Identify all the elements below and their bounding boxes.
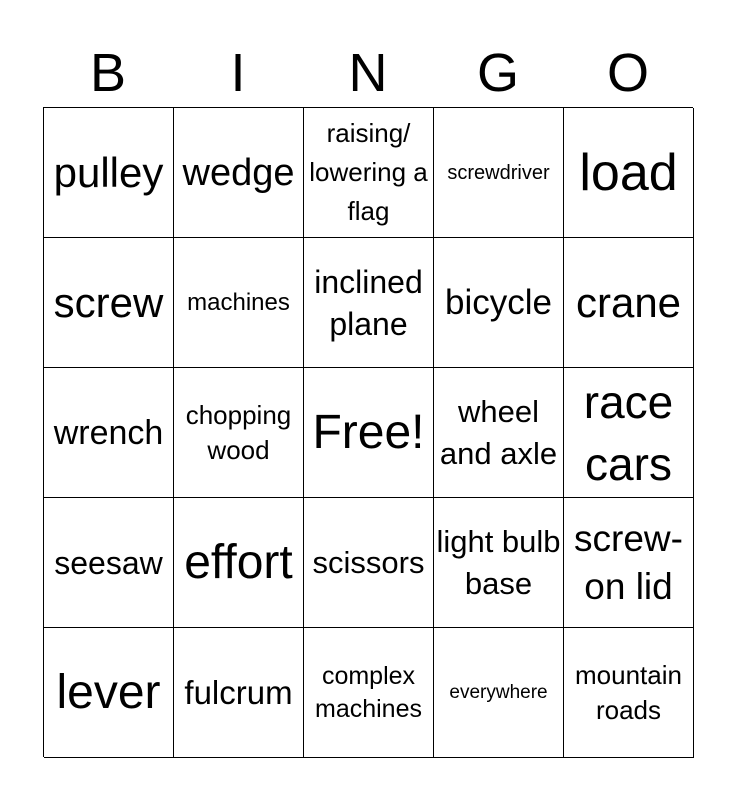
cell-label: wheel and axle bbox=[439, 393, 558, 471]
bingo-cell[interactable] bbox=[174, 238, 304, 368]
bingo-cell[interactable] bbox=[44, 498, 174, 628]
bingo-cell[interactable] bbox=[304, 628, 434, 758]
bingo-cell[interactable] bbox=[564, 238, 694, 368]
bingo-cell[interactable] bbox=[44, 628, 174, 758]
bingo-board bbox=[43, 107, 693, 757]
bingo-cell[interactable] bbox=[434, 368, 564, 498]
bingo-cell[interactable] bbox=[304, 108, 434, 238]
bingo-cell[interactable] bbox=[174, 368, 304, 498]
cell-label: bicycle bbox=[445, 282, 552, 322]
cell-label: wedge bbox=[182, 151, 295, 194]
bingo-cell[interactable] bbox=[44, 368, 174, 498]
cell-label: scissors bbox=[312, 544, 425, 580]
bingo-cell[interactable] bbox=[434, 498, 564, 628]
cell-label: pulley bbox=[53, 148, 164, 196]
cell-label: screwdriver bbox=[447, 161, 550, 184]
bingo-cell[interactable] bbox=[564, 628, 694, 758]
bingo-cell[interactable] bbox=[304, 238, 434, 368]
bingo-cell[interactable] bbox=[564, 498, 694, 628]
cell-label: screw-on lid bbox=[574, 517, 683, 607]
cell-label: light bulb base bbox=[436, 523, 561, 601]
bingo-cell[interactable] bbox=[44, 238, 174, 368]
cell-label: machines bbox=[187, 288, 290, 316]
cell-label: everywhere bbox=[449, 681, 548, 703]
cell-label: wrench bbox=[53, 413, 164, 452]
cell-label: lever bbox=[56, 665, 161, 719]
header-letter-b: B bbox=[89, 43, 127, 103]
bingo-cell[interactable] bbox=[434, 628, 564, 758]
cell-label: mountain roads bbox=[575, 659, 682, 725]
bingo-cell[interactable] bbox=[434, 108, 564, 238]
bingo-header bbox=[43, 40, 693, 106]
header-letter-o: O bbox=[606, 43, 649, 103]
bingo-cell[interactable] bbox=[174, 108, 304, 238]
bingo-cell free-space[interactable] bbox=[304, 368, 434, 498]
cell-label: screw bbox=[53, 278, 164, 326]
cell-label: effort bbox=[184, 535, 293, 589]
cell-label: Free! bbox=[312, 405, 425, 459]
bingo-cell[interactable] bbox=[44, 108, 174, 238]
bingo-cell[interactable] bbox=[564, 368, 694, 498]
bingo-cell[interactable] bbox=[564, 108, 694, 238]
cell-label: raising/ lowering a flag bbox=[309, 118, 428, 226]
bingo-cell[interactable] bbox=[434, 238, 564, 368]
cell-label: seesaw bbox=[54, 544, 163, 581]
bingo-cell[interactable] bbox=[304, 498, 434, 628]
cell-label: race cars bbox=[583, 375, 674, 490]
header-letter-n: N bbox=[348, 43, 388, 103]
cell-label: inclined plane bbox=[314, 263, 423, 342]
cell-label: complex machines bbox=[315, 661, 422, 723]
cell-label: fulcrum bbox=[184, 673, 293, 711]
cell-label: load bbox=[579, 143, 678, 202]
bingo-cell[interactable] bbox=[174, 628, 304, 758]
bingo-cell[interactable] bbox=[174, 498, 304, 628]
header-letter-g: G bbox=[476, 43, 519, 103]
cell-label: crane bbox=[575, 278, 682, 326]
cell-label: chopping wood bbox=[185, 399, 292, 465]
header-letter-i: I bbox=[230, 43, 246, 103]
